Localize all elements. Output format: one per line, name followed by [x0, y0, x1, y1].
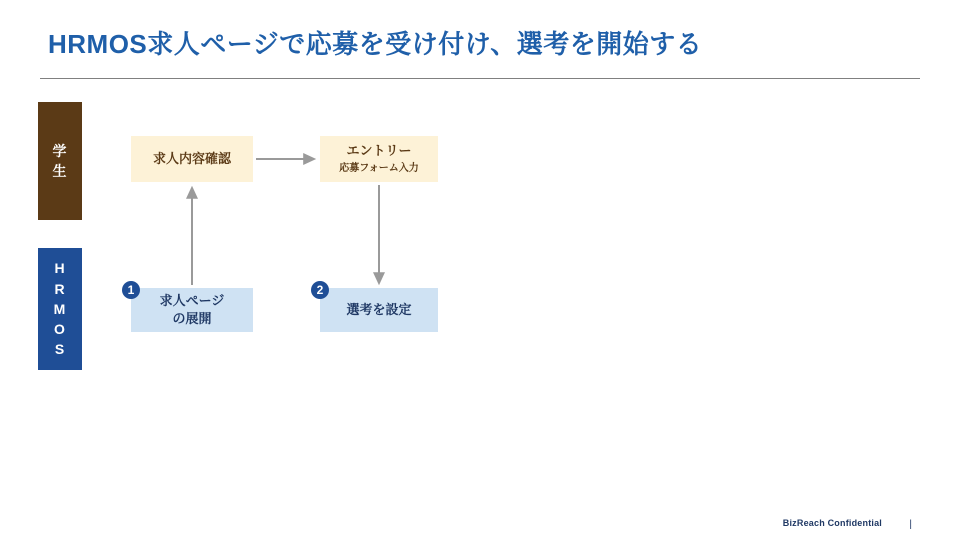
title-divider [40, 78, 920, 79]
flow-box-selection-label: 選考を設定 [346, 302, 412, 318]
flow-box-entry-sublabel: 応募フォーム入力 [339, 163, 419, 175]
flow-box-entry-label: エントリー [346, 143, 412, 159]
flow-box-job-check-label: 求人内容確認 [152, 151, 231, 167]
footer-page-number: | [909, 519, 912, 530]
swimlane-hrmos-char-5: S [54, 341, 66, 358]
flow-box-selection[interactable] [320, 288, 438, 332]
swimlane-hrmos-char-3: M [53, 300, 67, 317]
flow-box-job-check[interactable] [131, 136, 253, 182]
step-badge-2: 2 [311, 281, 329, 299]
swimlane-hrmos-char-1: H [54, 260, 66, 277]
swimlane-hrmos-char-2: R [54, 280, 66, 297]
step-badge-1: 1 [122, 281, 140, 299]
swimlane-student-char-1: 学 [52, 142, 68, 159]
flow-box-job-page[interactable] [131, 288, 253, 332]
swimlane-hrmos-char-4: O [54, 321, 66, 338]
swimlane-label-hrmos [38, 248, 82, 370]
flow-box-entry[interactable] [320, 136, 438, 182]
swimlane-student-char-2: 生 [52, 163, 68, 179]
flow-box-job-page-label-line2: の展開 [172, 311, 212, 326]
page-title: HRMOS求人ページで応募を受け付け、選考を開始する [48, 29, 703, 59]
swimlane-label-student [38, 102, 82, 220]
footer-confidential: BizReach Confidential [782, 518, 882, 528]
flow-box-job-page-label-line1: 求人ページ [159, 293, 225, 309]
